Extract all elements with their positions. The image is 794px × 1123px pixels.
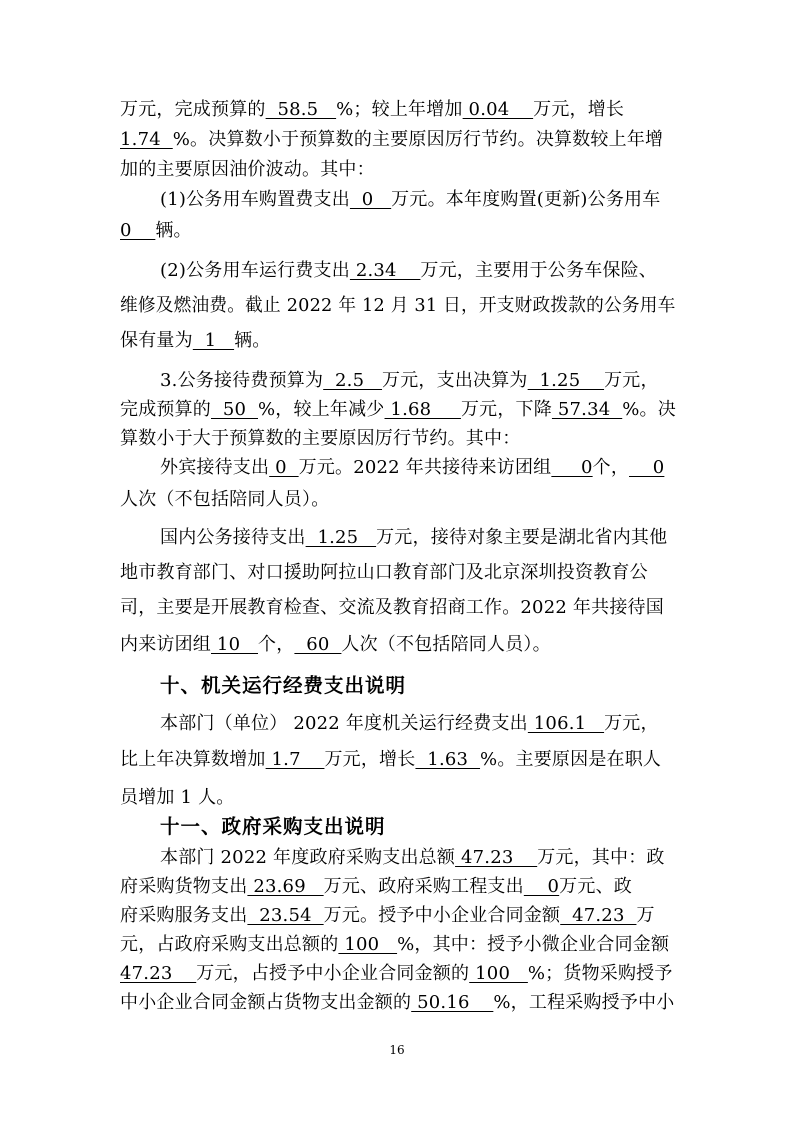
- filled-value: 0: [120, 220, 156, 241]
- filled-value: 0: [551, 457, 593, 478]
- text-segment: 人次（不包括陪同人员）。: [341, 634, 551, 655]
- body-line: [160, 712, 659, 736]
- text-segment: %。决算数小于预算数的主要原因厉行节约。决算数较上年增: [172, 129, 664, 150]
- text-segment: 万元，其中：政: [537, 847, 665, 868]
- body-line: [120, 128, 663, 152]
- text-segment: 万元，接待对象主要是湖北省内其他: [376, 527, 668, 548]
- body-line: [120, 294, 676, 318]
- text-segment: %，工程采购授予中小: [493, 992, 675, 1013]
- text-segment: 万元。2022 年共接待来访团组: [298, 457, 552, 478]
- filled-value: 0: [269, 457, 299, 478]
- body-line: [120, 219, 192, 243]
- body-line: [120, 933, 669, 957]
- filled-value: 50.16: [411, 992, 494, 1013]
- text-segment: 十一、政府采购支出说明: [160, 815, 386, 838]
- body-line: [120, 158, 375, 182]
- body-line: [120, 398, 676, 422]
- filled-value: 47.23: [455, 847, 538, 868]
- text-segment: (1)公务用车购置费支出: [160, 189, 350, 210]
- filled-value: 58.5: [265, 99, 337, 120]
- text-segment: 万元，支出决算为: [382, 370, 528, 391]
- filled-value: 10: [211, 634, 258, 655]
- body-line: [120, 633, 551, 657]
- body-line: [120, 98, 624, 122]
- body-line: [120, 962, 673, 986]
- filled-value: 100: [469, 963, 528, 984]
- filled-value: 47.23: [120, 963, 197, 984]
- text-segment: 维修及燃油费。截止 2022 年 12 月 31 日，开支财政拨款的公务用车: [120, 295, 676, 316]
- body-line: [160, 846, 665, 870]
- body-line: [120, 904, 655, 928]
- body-line: [120, 596, 664, 620]
- filled-value: 1.74: [120, 129, 173, 150]
- filled-value: 57.34: [551, 399, 623, 420]
- filled-value: 0.04: [462, 99, 534, 120]
- text-segment: 万元，: [604, 370, 659, 391]
- body-line: [120, 329, 270, 353]
- text-segment: 内来访团组: [120, 634, 211, 655]
- text-segment: 辆。: [155, 220, 192, 241]
- filled-value: 0: [349, 189, 392, 210]
- body-line: [160, 526, 667, 550]
- text-segment: 万元，增长: [324, 749, 416, 770]
- text-segment: 员增加 1 人。: [120, 787, 235, 808]
- text-segment: 万元、政府采购工程支出: [323, 876, 524, 897]
- filled-value: 100: [338, 934, 398, 955]
- text-segment: 人次（不包括陪同人员）。: [120, 489, 330, 510]
- text-segment: %，其中：授予小微企业合同金额: [397, 934, 670, 955]
- filled-value: 2.34: [349, 260, 421, 281]
- text-segment: 万元、政: [559, 876, 632, 897]
- text-segment: 个，: [258, 634, 295, 655]
- filled-value: 1.7: [265, 749, 325, 770]
- body-line: [120, 561, 648, 585]
- filled-value: 106.1: [527, 713, 605, 734]
- text-segment: 司，主要是开展教育检查、交流及教育招商工作。2022 年共接待国: [120, 597, 664, 618]
- filled-value: 2.5: [323, 370, 383, 391]
- text-segment: 3.公务接待费预算为: [160, 370, 324, 391]
- text-segment: 万元。授予中小企业合同金额: [323, 905, 561, 926]
- body-line: [160, 456, 664, 480]
- text-segment: %；较上年增加: [336, 99, 463, 120]
- text-segment: 万元，主要用于公务车保险、: [420, 260, 658, 281]
- text-segment: 元，占政府采购支出总额的: [120, 934, 339, 955]
- body-line: [120, 875, 632, 899]
- body-line: [120, 427, 520, 451]
- text-segment: 万元，增长: [533, 99, 625, 120]
- filled-value: 47.23: [560, 905, 637, 926]
- text-segment: %。决: [622, 399, 676, 420]
- section-heading-ten: [160, 674, 406, 698]
- text-segment: 中小企业合同金额占货物支出金额的: [120, 992, 412, 1013]
- filled-value: 23.54: [247, 905, 324, 926]
- text-segment: 万: [636, 905, 655, 926]
- text-segment: 万元，完成预算的: [120, 99, 266, 120]
- text-segment: 地市教育部门、对口援助阿拉山口教育部门及北京深圳投资教育公: [120, 562, 648, 583]
- text-segment: 辆。: [234, 330, 271, 351]
- filled-value: 0: [629, 457, 665, 478]
- body-line: [160, 369, 659, 393]
- body-line: [120, 786, 235, 810]
- text-segment: 万元。本年度购置(更新)公务用车: [391, 189, 661, 210]
- filled-value: 1.25: [527, 370, 605, 391]
- text-segment: 完成预算的: [120, 399, 211, 420]
- filled-value: 0: [523, 876, 560, 897]
- text-segment: 保有量为: [120, 330, 193, 351]
- text-segment: %；货物采购授予: [527, 963, 673, 984]
- text-segment: 万元，下降: [460, 399, 552, 420]
- text-segment: 加的主要原因油价波动。其中：: [120, 159, 375, 180]
- text-segment: 府采购服务支出: [120, 905, 248, 926]
- page-number: 16: [389, 1043, 405, 1057]
- body-line: [120, 991, 674, 1015]
- text-segment: (2)公务用车运行费支出: [160, 260, 350, 281]
- text-segment: 国内公务接待支出: [160, 527, 306, 548]
- text-segment: 个，: [592, 457, 630, 478]
- filled-value: 60: [294, 634, 342, 655]
- text-segment: 本部门（单位） 2022 年度机关运行经费支出: [160, 713, 528, 734]
- text-segment: 算数小于大于预算数的主要原因厉行节约。其中：: [120, 428, 521, 449]
- body-line: [120, 488, 329, 512]
- filled-value: 1.63: [415, 749, 481, 770]
- filled-value: 23.69: [247, 876, 324, 897]
- body-line: [160, 188, 660, 212]
- filled-value: 50: [211, 399, 258, 420]
- section-heading-eleven: [160, 815, 386, 839]
- filled-value: 1.25: [305, 527, 377, 548]
- text-segment: 万元，: [604, 713, 659, 734]
- text-segment: 比上年决算数增加: [120, 749, 266, 770]
- text-segment: %。主要原因是在职人: [480, 749, 662, 770]
- body-line: [120, 748, 661, 772]
- filled-value: 1: [192, 330, 235, 351]
- body-line: [160, 259, 657, 283]
- filled-value: 1.68: [384, 399, 461, 420]
- text-segment: %，较上年减少: [258, 399, 385, 420]
- text-segment: 十、机关运行经费支出说明: [160, 674, 407, 697]
- text-segment: 府采购货物支出: [120, 876, 248, 897]
- text-segment: 万元，占授予中小企业合同金额的: [196, 963, 470, 984]
- text-segment: 外宾接待支出: [160, 457, 270, 478]
- text-segment: 本部门 2022 年度政府采购支出总额: [160, 847, 456, 868]
